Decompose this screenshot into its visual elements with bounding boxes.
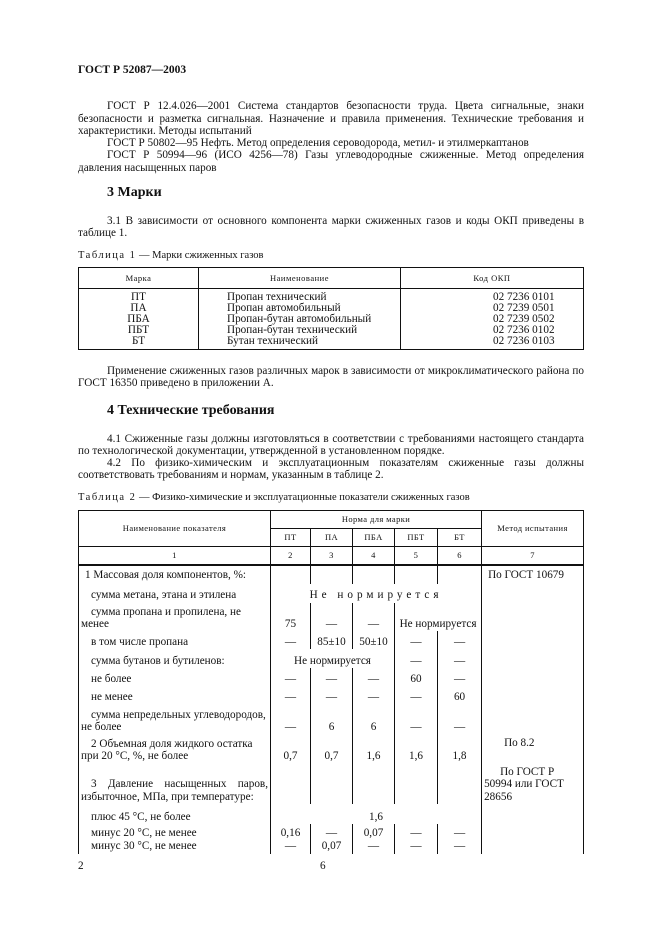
value-cell: 50±10 bbox=[353, 631, 395, 649]
indicator-name: не менее bbox=[79, 686, 271, 704]
value-cell: 0,07 bbox=[353, 824, 395, 840]
page-number-left: 2 bbox=[78, 859, 84, 872]
value-cell: — bbox=[438, 840, 482, 853]
column-header: Наименование bbox=[199, 267, 401, 288]
value-cell: 6 bbox=[311, 704, 353, 734]
table-row bbox=[79, 668, 584, 686]
paragraph: Применение сжиженных газов различных марок в зависимости от микроклиматического района по ГОСТ 16350 приведено в приложении А. bbox=[78, 364, 584, 390]
table-row bbox=[79, 804, 584, 824]
column-number: 6 bbox=[438, 547, 482, 565]
name-cell: Пропан технический bbox=[199, 288, 401, 303]
value-cell: — bbox=[271, 631, 311, 649]
grade-header: ПТ bbox=[271, 529, 311, 547]
indicator-name: не более bbox=[79, 668, 271, 686]
grade-header: ПБА bbox=[353, 529, 395, 547]
indicator-name: 3 Давление насыщенных паров, избыточное, МПа, при температуре: bbox=[79, 763, 271, 804]
grades-table bbox=[78, 267, 584, 350]
value-cell: — bbox=[438, 668, 482, 686]
column-header: Норма для марки bbox=[271, 511, 482, 529]
table-row bbox=[79, 603, 584, 632]
value-cell: 1,6 bbox=[395, 734, 438, 763]
value-cell: — bbox=[311, 686, 353, 704]
indicator-name: 1 Массовая доля компонентов, %: bbox=[79, 565, 271, 584]
value-cell: — bbox=[353, 840, 395, 853]
column-number: 2 bbox=[271, 547, 311, 565]
indicator-name: в том числе пропана bbox=[79, 631, 271, 649]
grade-header: ПБТ bbox=[395, 529, 438, 547]
table-row bbox=[79, 649, 584, 668]
value-cell: — bbox=[353, 668, 395, 686]
grade-cell: БТ bbox=[79, 336, 199, 350]
table-row bbox=[79, 734, 584, 763]
page-content bbox=[78, 64, 584, 874]
value-cell: — bbox=[395, 631, 438, 649]
column-header: Код ОКП bbox=[401, 267, 584, 288]
name-cell: Бутан технический bbox=[199, 336, 401, 350]
test-method: По ГОСТ Р 50994 или ГОСТ 28656 bbox=[482, 763, 584, 804]
value-cell: — bbox=[438, 704, 482, 734]
code-cell: 02 7239 0501 bbox=[401, 303, 584, 314]
value-span: Не нормируется bbox=[395, 603, 482, 632]
indicator-name: сумма бутанов и бутиленов: bbox=[79, 649, 271, 668]
value-span: Не нормируется bbox=[271, 584, 482, 603]
column-header: Наименование показателя bbox=[79, 511, 271, 547]
value-cell: — bbox=[438, 824, 482, 840]
column-header: Метод испытания bbox=[482, 511, 584, 547]
value-cell: — bbox=[438, 631, 482, 649]
column-number: 1 bbox=[79, 547, 271, 565]
code-cell: 02 7236 0102 bbox=[401, 325, 584, 336]
table-row bbox=[79, 565, 584, 584]
table-row bbox=[79, 288, 584, 303]
value-cell: — bbox=[271, 686, 311, 704]
value-cell: 60 bbox=[395, 668, 438, 686]
value-cell: — bbox=[395, 840, 438, 853]
value-cell: — bbox=[311, 824, 353, 840]
value-cell: — bbox=[395, 704, 438, 734]
column-number: 3 bbox=[311, 547, 353, 565]
name-cell: Пропан автомобильный bbox=[199, 303, 401, 314]
properties-table bbox=[78, 510, 584, 854]
table-row bbox=[79, 704, 584, 734]
value-cell: 75 bbox=[271, 603, 311, 632]
section-heading: 4 Технические требования bbox=[107, 402, 275, 418]
table-caption bbox=[78, 492, 584, 504]
value-cell: — bbox=[271, 840, 311, 853]
paragraph: 4.2 По физико-химическим и эксплуатационным показателям сжиженные газы должны соответствовать требованиям и нормам, указанным в таблице 2. bbox=[78, 457, 584, 482]
grade-cell: ПТ bbox=[79, 288, 199, 303]
code-cell: 02 7236 0101 bbox=[401, 288, 584, 303]
table-row bbox=[79, 336, 584, 350]
column-number: 4 bbox=[353, 547, 395, 565]
indicator-name: плюс 45 °С, не более bbox=[79, 804, 271, 824]
value-cell: — bbox=[395, 686, 438, 704]
value-cell: 1,6 bbox=[353, 734, 395, 763]
test-method: По 8.2 bbox=[482, 734, 584, 763]
table-caption bbox=[78, 250, 584, 262]
paragraph: 4.1 Сжиженные газы должны изготовляться в соответствии с требованиями настоящего стандарта по технологической документации, утвержденной в установленном порядке. bbox=[78, 432, 584, 457]
section-heading: 3 Марки bbox=[107, 185, 162, 201]
value-cell: — bbox=[438, 649, 482, 668]
code-cell: 02 7239 0502 bbox=[401, 314, 584, 325]
grade-header: БТ bbox=[438, 529, 482, 547]
value-cell: — bbox=[271, 668, 311, 686]
code-cell: 02 7236 0103 bbox=[401, 336, 584, 350]
grade-cell: ПБА bbox=[79, 314, 199, 325]
reference-paragraph: ГОСТ Р 50802—95 Нефть. Метод определения сероводорода, метил- и этилмеркаптанов bbox=[107, 137, 529, 150]
value-cell: 1,8 bbox=[438, 734, 482, 763]
table-row bbox=[79, 763, 584, 804]
value-cell: — bbox=[271, 704, 311, 734]
value-cell: 6 bbox=[353, 704, 395, 734]
value-cell: — bbox=[311, 668, 353, 686]
paragraph: 3.1 В зависимости от основного компонента марки сжиженных газов и коды ОКП приведены в таблице 1. bbox=[78, 215, 584, 240]
grade-cell: ПБТ bbox=[79, 325, 199, 336]
table-row bbox=[79, 584, 584, 603]
value-cell: 0,16 bbox=[271, 824, 311, 840]
table-row bbox=[79, 631, 584, 649]
column-header: Марка bbox=[79, 267, 199, 288]
indicator-name: минус 30 °С, не менее bbox=[79, 840, 271, 853]
table-row bbox=[79, 840, 584, 853]
value-span: 1,6 bbox=[271, 804, 482, 824]
column-number: 7 bbox=[482, 547, 584, 565]
caption-text: — Физико-химические и эксплуатационные показатели сжиженных газов bbox=[136, 491, 470, 503]
reference-paragraph: ГОСТ Р 12.4.026—2001 Система стандартов безопасности труда. Цвета сигнальные, знаки безопасности и разметка сигнальная. Назначение и правила применения. Технические требования и характеристики. Методы испытаний bbox=[78, 100, 584, 137]
indicator-name: сумма метана, этана и этилена bbox=[79, 584, 271, 603]
name-cell: Пропан-бутан технический bbox=[199, 325, 401, 336]
value-cell: — bbox=[395, 649, 438, 668]
value-cell: 85±10 bbox=[311, 631, 353, 649]
value-cell: — bbox=[353, 686, 395, 704]
indicator-name: 2 Объемная доля жидкого остатка при 20 °С, %, не более bbox=[79, 734, 271, 763]
indicator-name: сумма непредельных углеводородов, не более bbox=[79, 704, 271, 734]
caption-text: — Марки сжиженных газов bbox=[136, 249, 264, 261]
reference-paragraph: ГОСТ Р 50994—96 (ИСО 4256—78) Газы углеводородные сжиженные. Метод определения давления насыщенных паров bbox=[78, 149, 584, 174]
indicator-name: сумма пропана и пропилена, не менее bbox=[79, 603, 271, 632]
grade-header: ПА bbox=[311, 529, 353, 547]
indicator-name: минус 20 °С, не менее bbox=[79, 824, 271, 840]
document-header: ГОСТ Р 52087—2003 bbox=[78, 64, 187, 76]
value-cell: 0,7 bbox=[311, 734, 353, 763]
table-row bbox=[79, 686, 584, 704]
caption-label: Таблица 1 bbox=[78, 249, 137, 261]
value-cell: — bbox=[311, 603, 353, 632]
value-cell: — bbox=[353, 603, 395, 632]
test-method: По ГОСТ 10679 bbox=[482, 565, 584, 584]
page-footer bbox=[78, 860, 584, 874]
table-row bbox=[79, 824, 584, 840]
value-cell: — bbox=[395, 824, 438, 840]
name-cell: Пропан-бутан автомобильный bbox=[199, 314, 401, 325]
caption-label: Таблица 2 bbox=[78, 491, 137, 503]
value-cell: 0,07 bbox=[311, 840, 353, 853]
page-number-center: 6 bbox=[320, 859, 326, 872]
value-span: Не нормируется bbox=[271, 649, 395, 668]
value-cell: 60 bbox=[438, 686, 482, 704]
value-cell: 0,7 bbox=[271, 734, 311, 763]
grade-cell: ПА bbox=[79, 303, 199, 314]
column-number: 5 bbox=[395, 547, 438, 565]
